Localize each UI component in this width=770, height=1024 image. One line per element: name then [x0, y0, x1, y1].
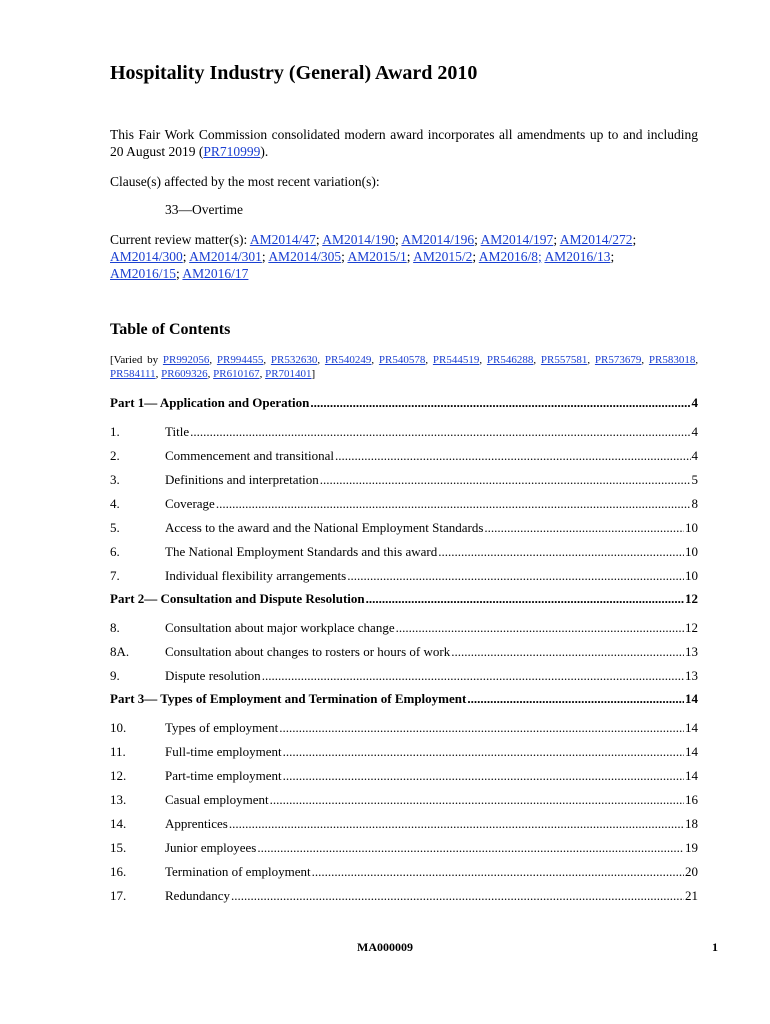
toc-entry[interactable]	[110, 740, 698, 764]
toc-leader-dots	[279, 716, 684, 740]
review-matter-link[interactable]: AM2016/8;	[478, 249, 542, 264]
toc-page-number: 8	[691, 496, 698, 511]
toc-page-number: 14	[685, 744, 698, 759]
toc-entry[interactable]	[110, 444, 698, 468]
toc-page-number: 16	[685, 792, 698, 807]
footer-page-number: 1	[712, 940, 718, 954]
toc-page-number: 13	[685, 668, 698, 683]
review-matter-link[interactable]: AM2014/272	[559, 232, 633, 247]
toc-page-number: 10	[685, 568, 698, 583]
toc-page-number: 14	[685, 768, 698, 783]
review-matter-link[interactable]: AM2014/196	[401, 232, 475, 247]
toc-leader-dots	[312, 860, 684, 884]
toc-leader-dots	[438, 540, 684, 564]
review-matter-link[interactable]: AM2014/305	[268, 249, 342, 264]
toc-clause-title: Coverage	[165, 496, 215, 511]
toc-entry[interactable]	[110, 664, 698, 688]
table-of-contents	[110, 392, 698, 908]
variation-link[interactable]: PR583018	[648, 354, 696, 366]
toc-clause-title: Consultation about changes to rosters or hours of work	[165, 644, 451, 659]
toc-entry[interactable]	[110, 564, 698, 588]
toc-clause-number: 13.	[110, 792, 127, 807]
clause-item: 33—Overtime	[165, 202, 243, 217]
toc-clause-number: 7.	[110, 568, 120, 583]
review-matter-link[interactable]: AM2014/301	[189, 249, 262, 264]
variation-link[interactable]: PR609326	[161, 368, 208, 380]
toc-part-entry[interactable]	[110, 688, 698, 716]
toc-clause-title: Types of employment	[165, 720, 279, 735]
toc-page-number: 19	[685, 840, 698, 855]
toc-heading: Table of Contents	[110, 321, 231, 338]
review-label: Current review matter(s):	[110, 232, 250, 247]
toc-clause-number: 17.	[110, 888, 127, 903]
intro-end: ).	[260, 144, 269, 159]
variation-link[interactable]: PR532630	[270, 354, 318, 366]
toc-clause-title: Title	[165, 424, 190, 439]
toc-clause-number: 3.	[110, 472, 120, 487]
toc-entry[interactable]	[110, 516, 698, 540]
variation-link[interactable]: PR994455	[216, 354, 264, 366]
review-matter-link[interactable]: AM2016/15	[110, 266, 177, 281]
toc-part-title: Part 1— Application and Operation	[110, 395, 310, 410]
toc-leader-dots	[467, 688, 684, 710]
toc-entry[interactable]	[110, 884, 698, 908]
variation-link[interactable]: PR610167	[213, 368, 260, 380]
toc-page-number: 4	[691, 424, 698, 439]
toc-page-number: 20	[685, 864, 698, 879]
toc-leader-dots	[347, 564, 684, 588]
toc-leader-dots	[366, 588, 684, 610]
toc-leader-dots	[335, 444, 691, 468]
toc-clause-number: 8A.	[110, 644, 130, 659]
variation-link[interactable]: PR544519	[432, 354, 480, 366]
variation-link[interactable]: PR557581	[540, 354, 588, 366]
toc-part-title: Part 3— Types of Employment and Termination of Employment	[110, 691, 467, 706]
toc-clause-title: Casual employment	[165, 792, 269, 807]
review-matter-link[interactable]: AM2014/190	[322, 232, 395, 247]
toc-leader-dots	[283, 740, 684, 764]
toc-entry[interactable]	[110, 420, 698, 444]
toc-clause-number: 12.	[110, 768, 127, 783]
toc-clause-number: 4.	[110, 496, 120, 511]
toc-page-number: 14	[685, 691, 698, 706]
toc-leader-dots	[257, 836, 684, 860]
toc-entry[interactable]	[110, 640, 698, 664]
toc-leader-dots	[451, 640, 684, 664]
toc-entry[interactable]	[110, 616, 698, 640]
toc-clause-number: 15.	[110, 840, 127, 855]
toc-page-number: 13	[685, 644, 698, 659]
variation-link[interactable]: PR701401	[265, 368, 312, 380]
toc-leader-dots	[229, 812, 684, 836]
variation-link[interactable]: PR992056	[162, 354, 210, 366]
toc-entry[interactable]	[110, 788, 698, 812]
toc-clause-title: Definitions and interpretation	[165, 472, 319, 487]
toc-clause-number: 16.	[110, 864, 127, 879]
toc-clause-number: 10.	[110, 720, 127, 735]
toc-leader-dots	[484, 516, 684, 540]
intro-paragraph	[110, 126, 698, 160]
toc-page-number: 14	[685, 720, 698, 735]
toc-leader-dots	[190, 420, 690, 444]
review-matter-link[interactable]: AM2014/300	[110, 249, 183, 264]
toc-page-number: 12	[685, 591, 698, 606]
toc-clause-title: Individual flexibility arrangements	[165, 568, 347, 583]
toc-leader-dots	[262, 664, 684, 688]
variation-link[interactable]: PR540578	[378, 354, 426, 366]
toc-clause-number: 8.	[110, 620, 120, 635]
toc-clause-title: Full-time employment	[165, 744, 282, 759]
toc-part-entry[interactable]	[110, 588, 698, 616]
toc-part-entry[interactable]	[110, 392, 698, 420]
toc-page-number: 10	[685, 520, 698, 535]
intro-link[interactable]: PR710999	[203, 144, 261, 159]
toc-clause-number: 11.	[110, 744, 126, 759]
review-matter-link[interactable]: AM2014/197	[480, 232, 554, 247]
toc-clause-number: 9.	[110, 668, 120, 683]
toc-clause-number: 1.	[110, 424, 120, 439]
clauses-label: Clause(s) affected by the most recent variation(s):	[110, 174, 380, 189]
toc-clause-title: Termination of employment	[165, 864, 311, 879]
varied-by-list: [Varied by PR992056, PR994455, PR532630, PR540249, PR540578, PR544519, PR546288, PR557581, PR573679, PR583018, PR584111, PR609326, PR610167, PR701401]	[110, 354, 699, 380]
toc-entry[interactable]	[110, 764, 698, 788]
toc-entry[interactable]	[110, 836, 698, 860]
review-matter-link[interactable]: AM2016/17	[182, 266, 249, 281]
toc-leader-dots	[216, 492, 691, 516]
toc-leader-dots	[320, 468, 691, 492]
toc-page-number: 4	[691, 395, 698, 410]
toc-leader-dots	[310, 392, 690, 414]
toc-part-title: Part 2— Consultation and Dispute Resolution	[110, 591, 365, 606]
toc-page-number: 5	[691, 472, 698, 487]
toc-clause-title: Part-time employment	[165, 768, 282, 783]
variation-link[interactable]: PR540249	[324, 354, 372, 366]
toc-clause-title: Consultation about major workplace change	[165, 620, 395, 635]
toc-clause-number: 5.	[110, 520, 120, 535]
toc-page-number: 12	[685, 620, 698, 635]
toc-clause-title: The National Employment Standards and this award	[165, 544, 438, 559]
toc-entry[interactable]	[110, 860, 698, 884]
toc-entry[interactable]	[110, 812, 698, 836]
footer-award-code: MA000009	[357, 940, 413, 954]
toc-clause-title: Commencement and transitional	[165, 448, 334, 463]
review-matter-link[interactable]: AM2015/2	[413, 249, 473, 264]
toc-entry[interactable]	[110, 492, 698, 516]
review-matter-link[interactable]: AM2015/1	[347, 249, 407, 264]
toc-entry[interactable]	[110, 716, 698, 740]
review-matter-link[interactable]: AM2016/13	[544, 249, 611, 264]
review-matter-link[interactable]: AM2014/47	[249, 232, 316, 247]
varied-label: [Varied by	[110, 354, 163, 366]
toc-clause-title: Junior employees	[165, 840, 257, 855]
intro-text: This Fair Work Commission consolidated modern award incorporates all amendments up to and including 20 August 2019 (	[110, 127, 698, 159]
toc-clause-title: Redundancy	[165, 888, 230, 903]
variation-link[interactable]: PR584111	[110, 368, 156, 380]
toc-leader-dots	[270, 788, 684, 812]
toc-leader-dots	[283, 764, 684, 788]
toc-clause-number: 2.	[110, 448, 120, 463]
toc-page-number: 4	[691, 448, 698, 463]
toc-clause-title: Dispute resolution	[165, 668, 261, 683]
toc-page-number: 21	[685, 888, 698, 903]
toc-entry[interactable]	[110, 468, 698, 492]
variation-link[interactable]: PR573679	[594, 354, 642, 366]
toc-entry[interactable]	[110, 540, 698, 564]
toc-leader-dots	[396, 616, 684, 640]
toc-clause-number: 14.	[110, 816, 127, 831]
toc-leader-dots	[231, 884, 684, 908]
varied-end: ]	[311, 368, 316, 380]
toc-clause-title: Access to the award and the National Employment Standards	[165, 520, 484, 535]
toc-clause-number: 6.	[110, 544, 120, 559]
toc-page-number: 18	[685, 816, 698, 831]
document-title: Hospitality Industry (General) Award 2010	[110, 62, 478, 84]
review-matters: Current review matter(s): AM2014/47; AM2014/190; AM2014/196; AM2014/197; AM2014/272; AM2014/300; AM2014/301; AM2014/305; AM2015/1; AM2015/2; AM2016/8; AM2016/13; AM2016/15; AM2016/17	[110, 232, 637, 281]
variation-link[interactable]: PR546288	[486, 354, 534, 366]
toc-clause-title: Apprentices	[165, 816, 228, 831]
toc-page-number: 10	[685, 544, 698, 559]
